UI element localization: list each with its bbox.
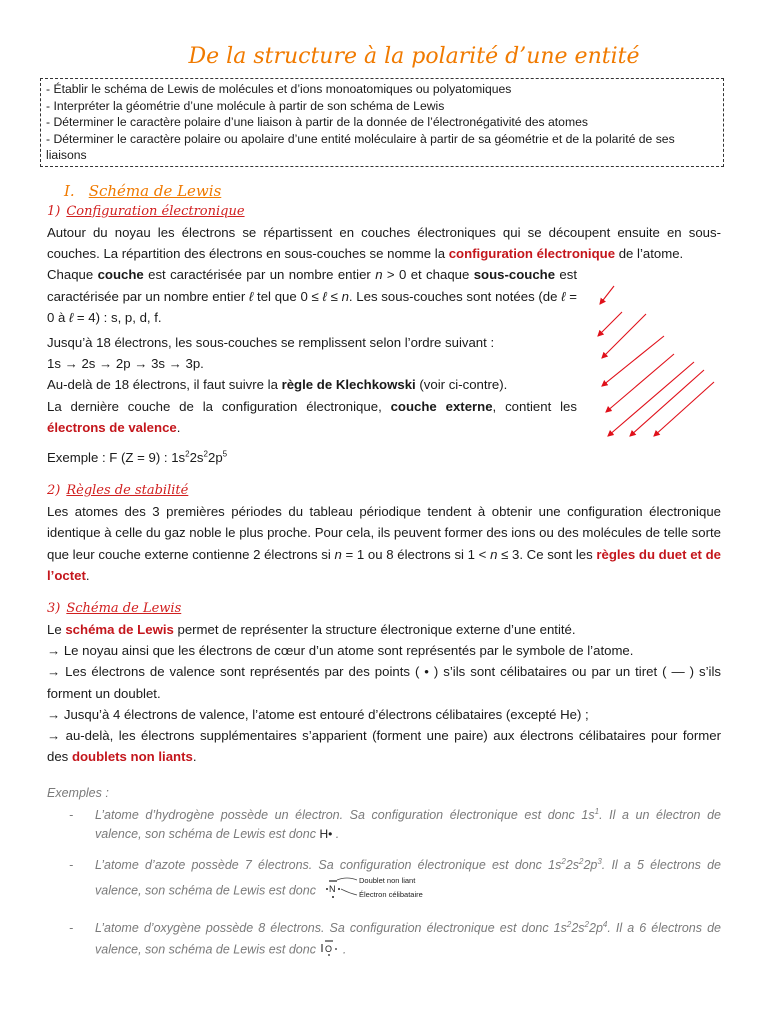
objective-item: - Interpréter la géométrie d’une molécule à partir de son schéma de Lewis	[46, 98, 445, 113]
objective-item: - Déterminer le caractère polaire d’une liaison à partir de la donnée de l’électronégativité des atomes	[46, 115, 588, 130]
examples-label: Exemples :	[47, 786, 109, 801]
klechkowski-diagram	[594, 278, 734, 443]
section-heading	[64, 182, 721, 200]
oxygen-symbol: O	[325, 944, 333, 955]
paragraph-lewis-valence: → Les électrons de valence sont représentés par des points ( • ) s’ils sont célibataires ou par un tiret ( — ) s’ils forment un doublet.	[47, 664, 721, 701]
lewis-nitrogen-diagram	[319, 875, 451, 907]
label-doublet-non-liant: Doublet non liant	[359, 876, 416, 886]
lewis-hydrogen: H•	[319, 827, 333, 842]
example-hydrogen: - L’atome d’hydrogène possède un électron. Sa configuration électronique est donc $1s^1$. Il a un électron de valence, son schéma de Lewis est donc H• .	[69, 807, 721, 842]
paragraph-valence: La dernière couche de la configuration électronique, couche externe, contient les électrons de valence.	[47, 398, 577, 435]
section-title: Schéma de Lewis	[88, 182, 222, 200]
paragraph-configuration: Autour du noyau les électrons se répartissent en couches électroniques qui se découpent ensuite en sous-couches. La répartition des électrons en sous-couches se nomme la configuration électronique de l’atome.	[47, 225, 721, 262]
paragraph-stability: Les atomes des 3 premières périodes du tableau périodique tendent à obtenir une configuration électronique identique à celle du gaz noble le plus proche. Pour cela, ils peuvent former des ions ou des molécules de telle sorte que leur couche externe contienne 2 électrons si n = 1 ou 8 électrons si 1 < n ≤ 3. Ce sont les règles du duet et de l’octet.	[47, 504, 721, 583]
example-nitrogen: - L’atome d’azote possède 7 électrons. Sa configuration électronique est donc $1s^22s^22p^3$. Il a 5 électrons de valence, son schéma de Lewis est donc N Doublet non liant Électron célibataire	[95, 856, 721, 907]
paragraph-klechkowski: Au-delà de 18 électrons, il faut suivre la règle de Klechkowski (voir ci-contre).	[47, 377, 508, 393]
objective-item: - Établir le schéma de Lewis de molécules et d’ions monoatomiques ou polyatomiques	[46, 82, 512, 96]
lewis-oxygen-diagram	[319, 938, 339, 962]
subsection-heading-2: 2) Règles de stabilité	[47, 483, 189, 499]
section-number: I.	[64, 182, 75, 200]
klechkowski-arrows	[594, 278, 734, 443]
paragraph-lewis-single: → Jusqu’à 4 électrons de valence, l’atome est entouré d’électrons célibataires (excepté He) ;	[47, 706, 589, 722]
nitrogen-symbol: N	[329, 884, 336, 895]
example-fluorine: Exemple : F (Z = 9) : $1s^22s^22p^5$	[47, 449, 228, 466]
paragraph-order-sequence: 1s → 2s → 2p → 3s → 3p.	[47, 356, 204, 372]
paragraph-couche: Chaque couche est caractérisée par un nombre entier n > 0 et chaque sous-couche est caractérisée par un nombre entier ℓ tel que 0 ≤ ℓ ≤ n. Les sous-couches sont notées (de ℓ = 0 à ℓ = 4) : s, p, d, f.	[47, 267, 578, 325]
example-oxygen: - L’atome d’oxygène possède 8 électrons. Sa configuration électronique est donc $1s^22s^22p^4$. Il a 6 électrons de valence, son schéma de Lewis est donc O .	[95, 919, 721, 962]
paragraph-lewis-pairs: → au-delà, les électrons supplémentaires s’apparient (forment une paire) aux électrons célibataires pour former des doublets non liants.	[47, 728, 721, 765]
page-title: De la structure à la polarité d’une entité	[188, 44, 640, 69]
subsection-heading-3: 3) Schéma de Lewis	[47, 601, 182, 617]
paragraph-lewis-nucleus: → Le noyau ainsi que les électrons de cœur d’un atome sont représentés par le symbole de l’atome.	[47, 643, 634, 659]
label-electron-celibataire: Électron célibataire	[359, 890, 424, 900]
subsection-heading-1: 1) Configuration électronique	[47, 204, 245, 219]
paragraph-lewis-intro: Le schéma de Lewis permet de représenter la structure électronique externe d’une entité.	[47, 622, 576, 638]
objective-item: - Déterminer le caractère polaire ou apolaire d’une entité moléculaire à partir de sa géométrie et de la polarité de ses liaisons	[46, 131, 675, 163]
examples-block	[47, 785, 721, 962]
paragraph-order: Jusqu’à 18 électrons, les sous-couches se remplissent selon l’ordre suivant :	[47, 335, 495, 351]
objectives-box	[40, 78, 724, 167]
